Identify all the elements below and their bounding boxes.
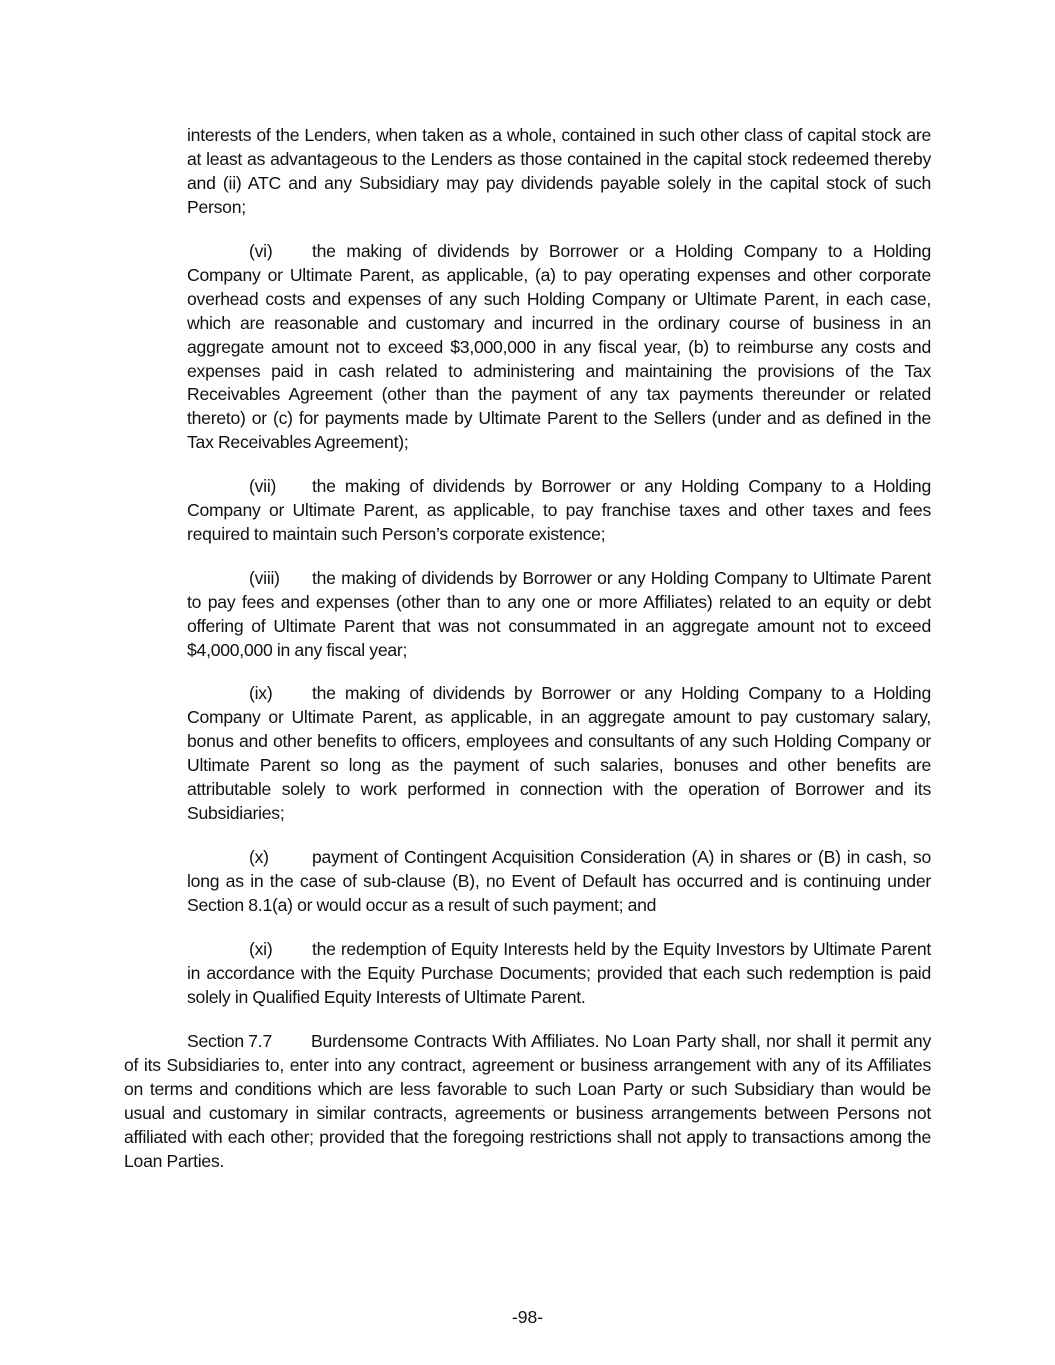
clause-number: (xi) — [249, 939, 273, 959]
clause-ix — [187, 682, 931, 825]
clause-text: payment of Contingent Acquisition Consideration (A) in shares or (B) in cash, so long as in the case of sub-clause (B), no Event of Default has occurred and is continuing under Section 8.1(a) or would occur as a result of such payment; and — [187, 847, 931, 915]
section-number: Section 7.7 — [187, 1031, 272, 1051]
clause-number: (viii) — [249, 568, 280, 588]
clause-x — [187, 846, 931, 918]
clause-text: the making of dividends by Borrower or any Holding Company to Ultimate Parent to pay fees and expenses (other than to any one or more Affiliates) related to an equity or debt offering of Ultimate Parent that was not consummated in an aggregate amount not to exceed $4,000,000 in any fiscal year; — [187, 568, 931, 660]
continuation-paragraph: interests of the Lenders, when taken as a whole, contained in such other class of capital stock are at least as advantageous to the Lenders as those contained in the capital stock redeemed thereby and (ii) ATC and any Subsidiary may pay dividends payable solely in the capital stock of such Person; — [187, 125, 931, 217]
page-number: -98- — [511, 1307, 544, 1327]
section-7-7 — [124, 1030, 931, 1173]
clause-vii — [187, 475, 931, 547]
clause-xi — [187, 938, 931, 1010]
clause-number: (x) — [249, 847, 269, 867]
clause-text: the making of dividends by Borrower or any Holding Company to a Holding Company or Ultimate Parent, as applicable, to pay franchise taxes and other taxes and fees required to maintain such Person’s corporate existence; — [187, 476, 931, 544]
clause-number: (vii) — [249, 476, 277, 496]
section-text: Burdensome Contracts With Affiliates. No Loan Party shall, nor shall it permit any of its Subsidiaries to, enter into any contract, agreement or business arrangement with any of its Affiliates on terms and conditions which are less favorable to such Loan Party or such Subsidiary than would be usual and customary in similar contracts, agreements or business arrangements between Persons not affiliated with each other; provided that the foregoing restrictions shall not apply to transactions among the Loan Parties. — [124, 1031, 931, 1171]
clause-viii — [187, 567, 931, 663]
clause-number: (ix) — [249, 683, 273, 703]
clause-vi — [187, 240, 931, 455]
clause-number: (vi) — [249, 241, 273, 261]
clause-text: the redemption of Equity Interests held by the Equity Investors by Ultimate Parent in accordance with the Equity Purchase Documents; provided that each such redemption is paid solely in Qualified Equity Interests of Ultimate Parent. — [187, 939, 931, 1007]
clause-text: the making of dividends by Borrower or any Holding Company to a Holding Company or Ultimate Parent, as applicable, in an aggregate amount to pay customary salary, bonus and other benefits to officers, employees and consultants of any such Holding Company or Ultimate Parent so long as the payment of such salaries, bonuses and other benefits are attributable solely to work performed in connection with the operation of Borrower and its Subsidiaries; — [187, 683, 931, 823]
clause-text: the making of dividends by Borrower or a Holding Company to a Holding Company or Ultimate Parent, as applicable, (a) to pay operating expenses and other corporate overhead costs and expenses of any such Holding Company or Ultimate Parent, in each case, which are reasonable and customary and incurred in the ordinary course of business in an aggregate amount not to exceed $3,000,000 in any fiscal year, (b) to reimburse any costs and expenses paid in cash related to administering and maintaining the provisions of the Tax Receivables Agreement (other than the payment of any tax payments thereunder or related thereto) or (c) for payments made by Ultimate Parent to the Sellers (under and as defined in the Tax Receivables Agreement); — [187, 241, 931, 453]
